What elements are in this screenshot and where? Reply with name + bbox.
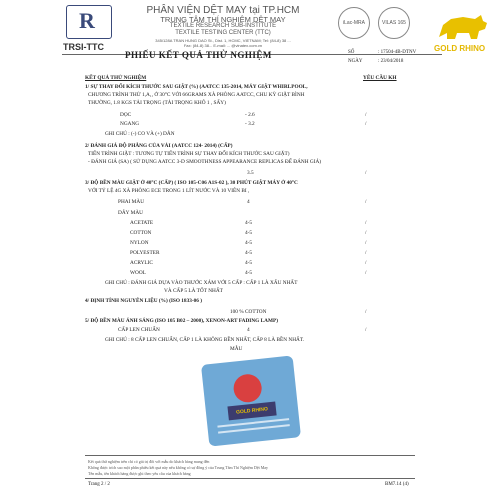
center-vn: TRUNG TÂM THÍ NGHIỆM DỆT MAY <box>160 15 286 24</box>
footer-line2: Không được trích sao một phần phiếu kết quả này nếu không có sự đồng ý của Trung Tâm Thí Nghiệm Dệt May <box>88 465 269 470</box>
fiber-value: 4-5 <box>245 260 253 266</box>
doc-title: PHIẾU KẾT QUẢ THỬ NGHIỆM <box>125 50 272 60</box>
doc-value: - 2.6 <box>245 112 255 118</box>
fiber-value: 4-5 <box>245 270 253 276</box>
fiber-value: 4-5 <box>245 220 253 226</box>
so-label: SỐ <box>348 50 355 55</box>
footer-line1: Kết quả thử nghiệm trên chỉ có giá trị đối với mẫu do khách hàng mang đến <box>88 459 210 464</box>
ilac-badge-icon: iLac-MRA <box>338 7 370 39</box>
org-name: PHÂN VIỆN DỆT MAY tại TP.HCM <box>146 5 300 16</box>
doc-req: / <box>365 112 367 118</box>
footer-line3: Tên mẫu, tên khách hàng được ghi theo yêu cầu của khách hàng <box>88 471 191 476</box>
form-code: BM7.14 (4) <box>385 482 409 487</box>
so-value: : 17504-4B-DTNV <box>378 50 417 55</box>
fiber-name: POLYESTER <box>130 250 160 256</box>
ngay-label: NGÀY <box>348 59 363 64</box>
fiber-req: / <box>365 240 367 246</box>
ngay-value: : 23/04/2018 <box>378 59 404 64</box>
s2-line3: - ĐÁNH GIÁ (SA) ( SỬ DỤNG AATCC 3-D SMOOTHNESS APPEARANCE REPLICAS ĐỂ ĐÁNH GIÁ) <box>88 159 322 165</box>
ngang-label: NGANG <box>120 121 140 127</box>
s2-title: 2/ ĐÁNH GIÁ ĐỘ PHẲNG CỦA VẢI (AATCC 124- 2014) (CẤP) <box>85 143 233 149</box>
note1: GHI CHÚ : (-) CO VÀ (+) DÃN <box>105 131 175 137</box>
s4-value: 100 % COTTON <box>230 309 267 315</box>
fiber-req: / <box>365 270 367 276</box>
fiber-name: ACETATE <box>130 220 154 226</box>
fiber-req: / <box>365 260 367 266</box>
s5-title: 5/ ĐỘ BỀN MÀU ÁNH SÁNG (ISO 105 B02 – 2000), XENON-ART FADING LAMP) <box>85 318 278 324</box>
page-number: Trang 2 / 2 <box>88 482 110 487</box>
doc-label: DỌC <box>120 112 132 118</box>
s1-line3: THƯỜNG, 1.8 KGS TẢI TRỌNG (TẢI TRỌNG KHÔ 1 , SẤY) <box>88 100 226 106</box>
sample-label: GOLD RHINO <box>227 401 276 420</box>
brand-name: GOLD RHINO <box>434 44 486 53</box>
sample-emblem-icon <box>232 373 263 404</box>
note5b: MẪU <box>230 346 243 352</box>
s2-line2: TIẾN TRÌNH GIẶT : TƯƠNG TỰ TIẾN TRÌNH SỰ THAY ĐỔI KÍCH THƯỚC SAU GIẶT) <box>88 151 290 157</box>
tr-mark-icon: R <box>79 8 95 33</box>
fiber-value: 4-5 <box>245 230 253 236</box>
s1-line2: CHƯƠNG TRÌNH THỬ 1,A₁, Ở 30°C VỚI 66GRAMS XÀ PHÒNG AATCC, CHU KỲ GIẶT BÌNH <box>88 92 305 98</box>
fiber-name: COTTON <box>130 230 152 236</box>
s1-title: 1/ SỰ THAY ĐỔI KÍCH THƯỚC SAU GIẶT (%) (AATCC 135-2014, MÁY GIẶT WHIRLPOOL, <box>85 84 308 90</box>
s2-req: / <box>365 170 367 176</box>
s5-label: CẤP LEN CHUẨN <box>118 327 160 333</box>
s2-value: 3.5 <box>247 170 254 176</box>
results-heading: KẾT QUẢ THỬ NGHIỆM <box>85 75 147 81</box>
institute-en: TEXTILE RESEARCH SUB-INSTITUTE <box>169 23 277 29</box>
phai-mau-value: 4 <box>247 199 250 205</box>
fiber-req: / <box>365 250 367 256</box>
requirement-heading: YÊU CẦU KH <box>363 75 397 81</box>
s5-value: 4 <box>247 327 250 333</box>
fiber-name: WOOL <box>130 270 146 276</box>
footer-divider <box>85 455 415 456</box>
fiber-req: / <box>365 230 367 236</box>
address: 345/128A TRAN HUNG DAO St., Dist. 1, HCMC, VIETNAM; Tel: (84-8) 38 ... <box>155 38 291 43</box>
s3-line2: VỚI TỶ LỆ 4G XÀ PHÒNG ECE TRONG 1 LÍT NƯỚC VÀ 10 VIÊN BI , <box>88 188 250 194</box>
s4-req: / <box>365 309 367 315</box>
note3: GHI CHÚ : ĐÁNH GIÁ DỰA VÀO THƯỚC XÁM VỚI 5 CẤP : CẤP 1 LÀ XẤU NHẤT <box>105 280 298 286</box>
ngang-value: - 3.2 <box>245 121 255 127</box>
note3b: VÀ CẤP 5 LÀ TỐT NHẤT <box>164 288 223 294</box>
fiber-req: / <box>365 220 367 226</box>
fiber-name: ACRYLIC <box>130 260 153 266</box>
s4-title: 4/ ĐỊNH TÍNH NGUYÊN LIỆU (%) (ISO 1833-06 ) <box>85 298 203 304</box>
logo-caption: TRSI-TTC <box>63 42 104 52</box>
sample-image <box>201 355 301 446</box>
contact: Fax: (84-8) 38... E-mail: ... @vinatex.com.vn <box>183 43 263 48</box>
center-en: TEXTILE TESTING CENTER (TTC) <box>175 30 271 36</box>
fiber-value: 4-5 <box>245 250 253 256</box>
vilas-badge-icon: VILAS 165 <box>378 7 410 39</box>
s5-req: / <box>365 327 367 333</box>
day-mau-label: DÂY MÀU <box>118 210 143 216</box>
s3-title: 3/ ĐỘ BỀN MÀU GIẶT Ở 40°C (CẤP) ( ISO 105-C06 A1S-02 ), 30 PHÚT GIẶT MÁY Ở 40°C <box>85 180 298 186</box>
phai-mau-req: / <box>365 199 367 205</box>
note5: GHI CHÚ : 8 CẤP LEN CHUẨN, CẤP 1 LÀ KHÔNG BỀN NHẤT, CẤP 8 LÀ BỀN NHẤT. <box>105 337 305 343</box>
ngang-req: / <box>365 121 367 127</box>
trsi-logo <box>66 5 112 39</box>
phai-mau-label: PHAI MÀU <box>118 199 145 205</box>
fiber-value: 4-5 <box>245 240 253 246</box>
footer-divider-bottom <box>85 478 415 479</box>
fiber-name: NYLON <box>130 240 149 246</box>
